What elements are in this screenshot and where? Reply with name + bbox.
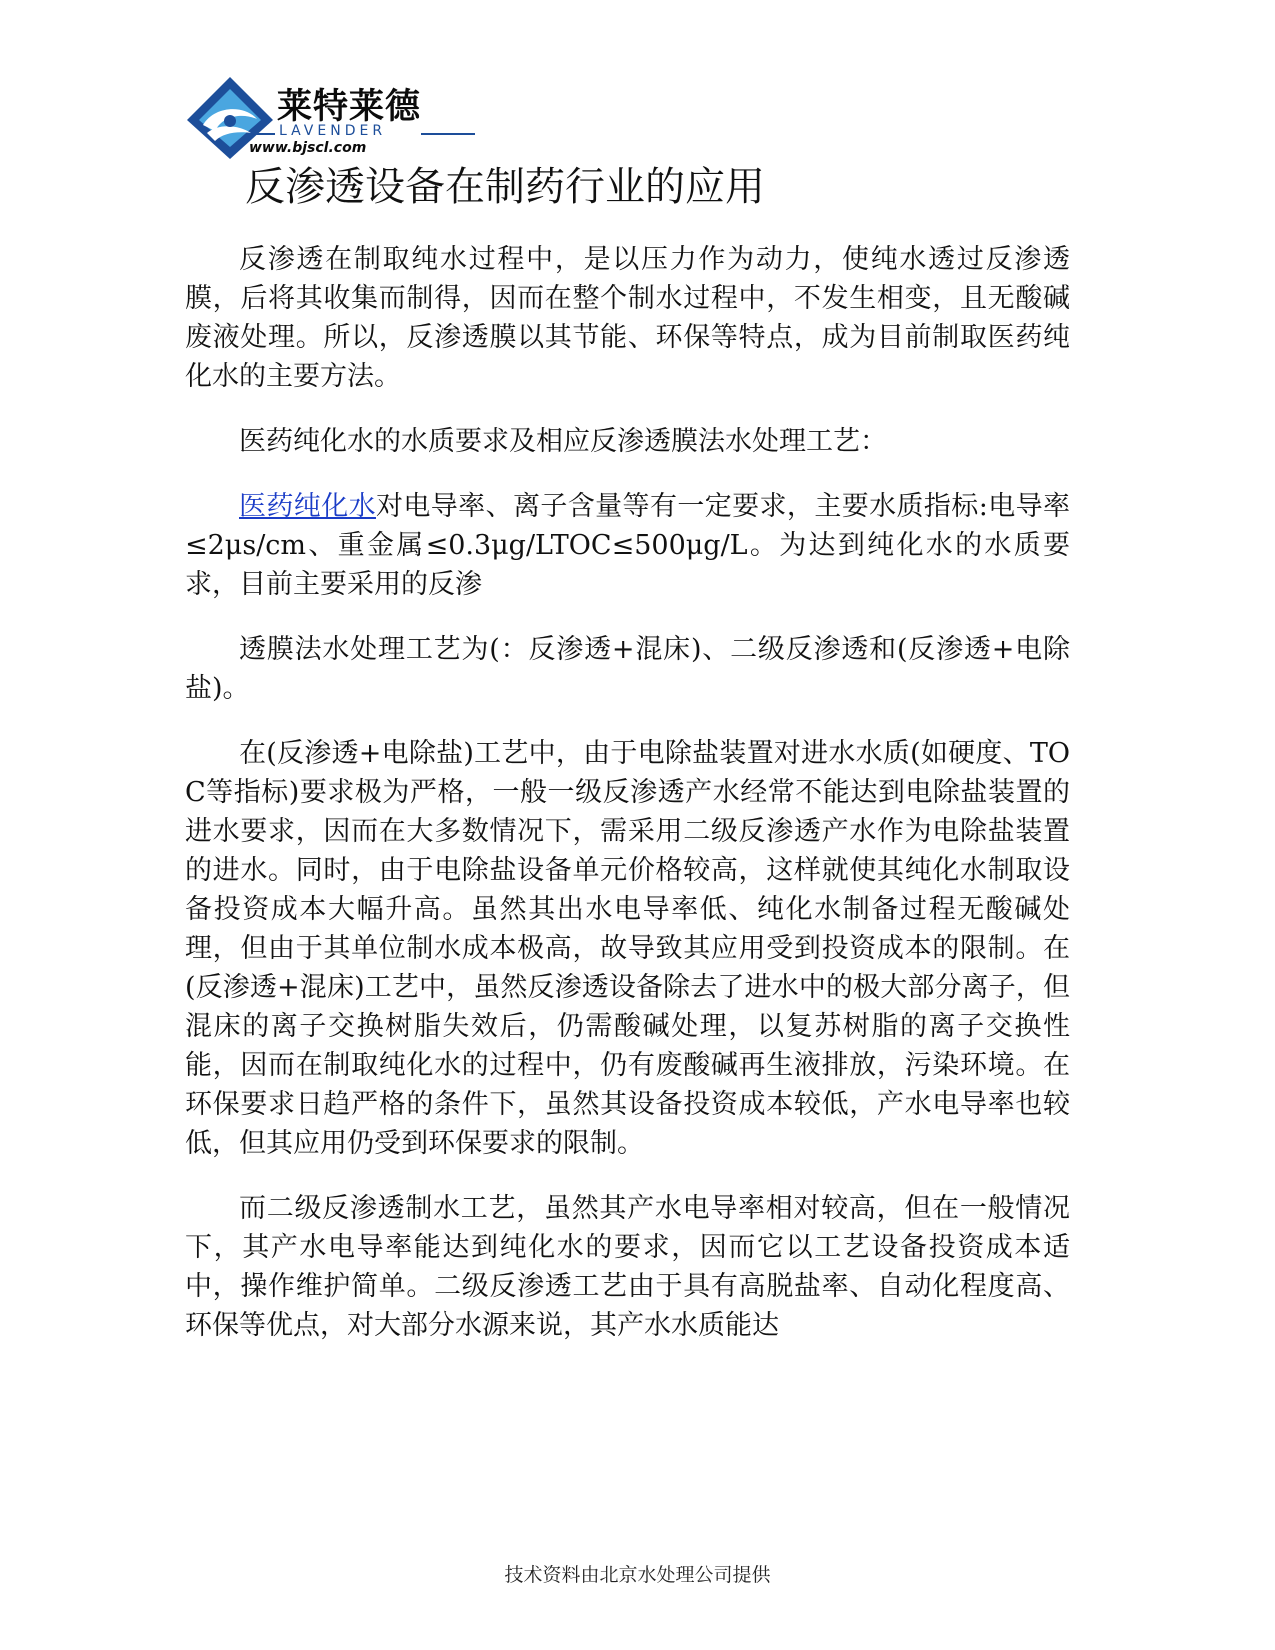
paragraph-1: 反渗透在制取纯水过程中，是以压力作为动力，使纯水透过反渗透膜，后将其收集而制得，因而在整个制水过程中，不发生相变，且无酸碱废液处理。所以，反渗透膜以其节能、环保等特点，成为目前制取医药纯化水的主要方法。 (185, 244, 1070, 392)
document-title: 反渗透设备在制药行业的应用 (245, 164, 765, 210)
paragraph-6: 而二级反渗透制水工艺，虽然其产水电导率相对较高，但在一般情况下，其产水电导率能达到纯化水的要求，因而它以工艺设备投资成本适中，操作维护简单。二级反渗透工艺由于具有高脱盐率、自动化程度高、环保等优点，对大部分水源来说，其产水水质能达 (185, 1193, 1070, 1341)
logo-english-row (249, 125, 475, 141)
logo-chinese-name: 莱特莱德 (277, 87, 422, 127)
paragraph-3-text: 对电导率、离子含量等有一定要求，主要水质指标:电导率≤2μs/cm、重金属≤0.3μg/LTOC≤500μg/L。为达到纯化水的水质要求，目前主要采用的反渗 (185, 491, 1070, 600)
paragraph-2: 医药纯化水的水质要求及相应反渗透膜法水处理工艺： (239, 426, 887, 457)
logo-url: www.bjscl.com (249, 140, 367, 156)
logo-rule-right (421, 133, 475, 135)
page-footer: 技术资料由北京水处理公司提供 (504, 1564, 771, 1586)
document-body (185, 240, 1070, 1371)
logo-english-name: LAVENDER (279, 123, 387, 139)
company-logo (185, 75, 475, 160)
pharma-purified-water-link[interactable]: 医药纯化水 (239, 491, 376, 522)
paragraph-5: 在(反渗透+电除盐)工艺中，由于电除盐装置对进水水质(如硬度、TOC等指标)要求极为严格，一般一级反渗透产水经常不能达到电除盐装置的进水要求，因而在大多数情况下，需采用二级反渗透产水作为电除盐装置的进水。同时，由于电除盐设备单元价格较高，这样就使其纯化水制取设备投资成本大幅升高。虽然其出水电导率低、纯化水制备过程无酸碱处理，但由于其单位制水成本极高，故导致其应用受到投资成本的限制。在(反渗透+混床)工艺中，虽然反渗透设备除去了进水中的极大部分离子，但混床的离子交换树脂失效后，仍需酸碱处理，以复苏树脂的离子交换性能，因而在制取纯化水的过程中，仍有废酸碱再生液排放，污染环境。在环保要求日趋严格的条件下，虽然其设备投资成本较低，产水电导率也较低，但其应用仍受到环保要求的限制。 (185, 738, 1070, 1159)
logo-rule-left (249, 133, 275, 135)
paragraph-3 (185, 487, 1070, 604)
paragraph-4: 透膜法水处理工艺为(：反渗透+混床)、二级反渗透和(反渗透+电除盐)。 (185, 634, 1070, 704)
